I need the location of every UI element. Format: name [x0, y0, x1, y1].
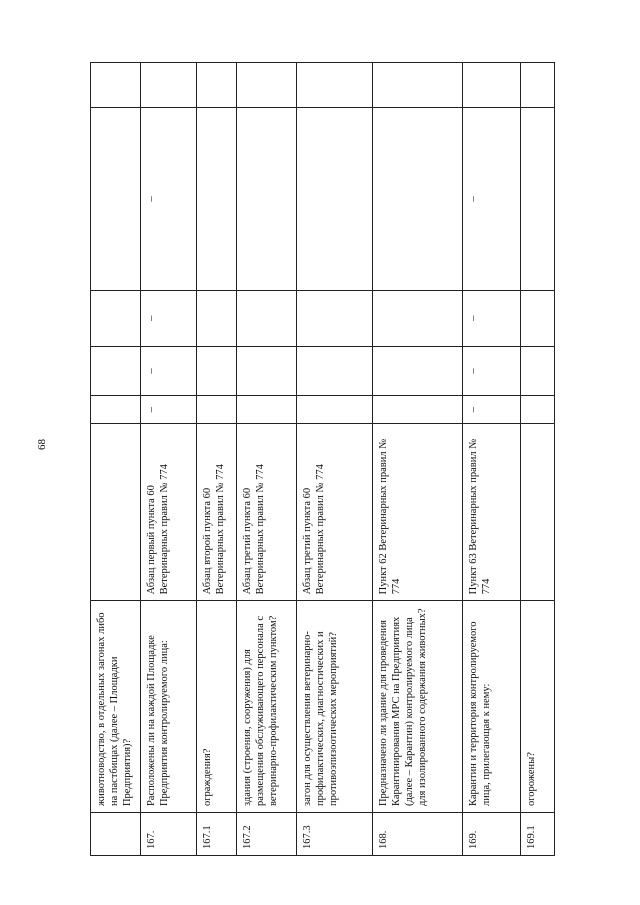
mark-cell [373, 396, 463, 424]
mark-cell: – [463, 108, 521, 291]
mark-cell [91, 396, 141, 424]
mark-cell [373, 108, 463, 291]
empty-cell [373, 63, 463, 108]
question-text: животноводство, в отдельных загонах либо на пастбищах (далее – Площадки Предприятия)? [91, 601, 141, 813]
mark-cell: – [463, 396, 521, 424]
empty-cell [463, 63, 521, 108]
mark-cell [237, 346, 297, 395]
checklist-table [90, 62, 555, 856]
table-row [463, 63, 521, 856]
mark-cell: – [463, 290, 521, 346]
empty-cell [197, 63, 237, 108]
table-row [237, 63, 297, 856]
table-row [297, 63, 373, 856]
empty-cell [91, 63, 141, 108]
mark-cell [521, 290, 555, 346]
law-reference [521, 424, 555, 601]
row-number: 167.3 [297, 813, 373, 856]
law-reference: Пункт 63 Ветеринарных правил № 774 [463, 424, 521, 601]
question-text: огорожены? [521, 601, 555, 813]
page-number: 68 [36, 439, 48, 450]
law-reference: Абзац третий пункта 60 Ветеринарных правил № 774 [237, 424, 297, 601]
mark-cell [237, 396, 297, 424]
row-number: 167.2 [237, 813, 297, 856]
mark-cell: – [141, 290, 197, 346]
table-row [197, 63, 237, 856]
mark-cell: – [463, 346, 521, 395]
mark-cell [197, 290, 237, 346]
mark-cell [521, 108, 555, 291]
mark-cell [91, 290, 141, 346]
row-number: 169. [463, 813, 521, 856]
row-number: 168. [373, 813, 463, 856]
mark-cell [197, 396, 237, 424]
question-text: Расположены ли на каждой Площадке Предприятия контролируемого лица: [141, 601, 197, 813]
law-reference: Пункт 62 Ветеринарных правил № 774 [373, 424, 463, 601]
mark-cell [521, 396, 555, 424]
empty-cell [237, 63, 297, 108]
mark-cell [237, 108, 297, 291]
empty-cell [297, 63, 373, 108]
row-number: 169.1 [521, 813, 555, 856]
table-row [373, 63, 463, 856]
row-number: 167.1 [197, 813, 237, 856]
mark-cell [197, 346, 237, 395]
mark-cell [373, 290, 463, 346]
mark-cell [297, 108, 373, 291]
mark-cell: – [141, 396, 197, 424]
row-number: 167. [141, 813, 197, 856]
question-text: ограждения? [197, 601, 237, 813]
mark-cell [373, 346, 463, 395]
question-text: Предназначено ли здание для проведения Карантинирования МРС на Предприятиях (далее – Карантин) контролируемого лица для изолированного содержания животных? [373, 601, 463, 813]
table-row [91, 63, 141, 856]
law-reference: Абзац второй пункта 60 Ветеринарных правил № 774 [197, 424, 237, 601]
mark-cell [91, 108, 141, 291]
table-row [141, 63, 197, 856]
table-row [521, 63, 555, 856]
mark-cell [197, 108, 237, 291]
mark-cell [297, 346, 373, 395]
law-reference: Абзац первый пункта 60 Ветеринарных правил № 774 [141, 424, 197, 601]
mark-cell: – [141, 346, 197, 395]
row-number [91, 813, 141, 856]
mark-cell [297, 396, 373, 424]
question-text: загон для осуществления ветеринарно-профилактических, диагностических и противоэпизоотических мероприятий? [297, 601, 373, 813]
mark-cell: – [141, 108, 197, 291]
empty-cell [521, 63, 555, 108]
mark-cell [91, 346, 141, 395]
empty-cell [141, 63, 197, 108]
mark-cell [237, 290, 297, 346]
law-reference: Абзац третий пункта 60 Ветеринарных правил № 774 [297, 424, 373, 601]
mark-cell [297, 290, 373, 346]
question-text: Карантин и территория контролируемого лица, прилегающая к нему: [463, 601, 521, 813]
question-text: здания (строения, сооружения) для размещения обслуживающего персонала с ветеринарно-профилактическим пунктом? [237, 601, 297, 813]
mark-cell [521, 346, 555, 395]
rotated-table-frame [90, 62, 554, 856]
law-reference [91, 424, 141, 601]
